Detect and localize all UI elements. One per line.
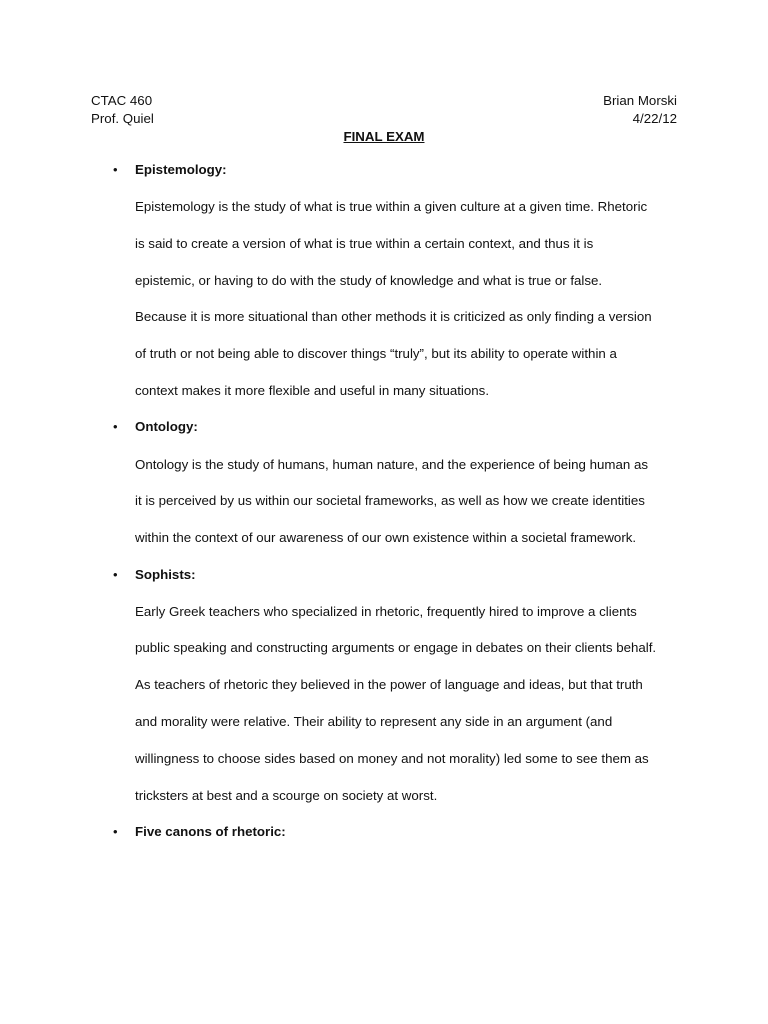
paragraph-line: context makes it more flexible and useful in many situations. xyxy=(135,383,490,398)
header-right xyxy=(603,92,677,128)
paragraph-line: tricksters at best and a scourge on society at worst. xyxy=(135,788,438,803)
paragraph-line: Ontology is the study of humans, human nature, and the experience of being human as xyxy=(135,457,648,472)
exam-date: 4/22/12 xyxy=(632,111,677,126)
paragraph-line: Epistemology is the study of what is true within a given culture at a given time. Rhetoric xyxy=(135,199,648,214)
author-name: Brian Morski xyxy=(603,93,677,108)
term-heading: Sophists: xyxy=(135,567,196,582)
paragraph-line: epistemic, or having to do with the study of knowledge and what is true or false. xyxy=(135,273,603,288)
bullet-icon: • xyxy=(113,419,118,434)
paragraph-line: As teachers of rhetoric they believed in the power of language and ideas, but that truth xyxy=(135,677,643,692)
term-heading: Ontology: xyxy=(135,419,198,434)
professor-name: Prof. Quiel xyxy=(91,111,154,126)
course-code: CTAC 460 xyxy=(91,93,153,108)
paragraph-line: and morality were relative. Their ability to represent any side in an argument (and xyxy=(135,714,613,729)
paragraph-line: Because it is more situational than other methods it is criticized as only finding a version xyxy=(135,309,652,324)
paragraph-line: willingness to choose sides based on money and not morality) led some to see them as xyxy=(135,751,649,766)
term-heading: Epistemology: xyxy=(135,162,227,177)
bullet-icon: • xyxy=(113,162,118,177)
paragraph-line: it is perceived by us within our societal frameworks, as well as how we create identities xyxy=(135,493,645,508)
paragraph-line: is said to create a version of what is true within a certain context, and thus it is xyxy=(135,236,594,251)
bullet-icon: • xyxy=(113,567,118,582)
paragraph-line: Early Greek teachers who specialized in rhetoric, frequently hired to improve a clients xyxy=(135,604,637,619)
paragraph-line: within the context of our awareness of our own existence within a societal framework. xyxy=(135,530,637,545)
paragraph-line: of truth or not being able to discover things “truly”, but its ability to operate within a xyxy=(135,346,617,361)
bullet-icon: • xyxy=(113,824,118,839)
header-left xyxy=(91,92,154,128)
paragraph-line: public speaking and constructing arguments or engage in debates on their clients behalf. xyxy=(135,640,657,655)
term-heading: Five canons of rhetoric: xyxy=(135,824,286,839)
page-title: FINAL EXAM xyxy=(343,129,425,144)
